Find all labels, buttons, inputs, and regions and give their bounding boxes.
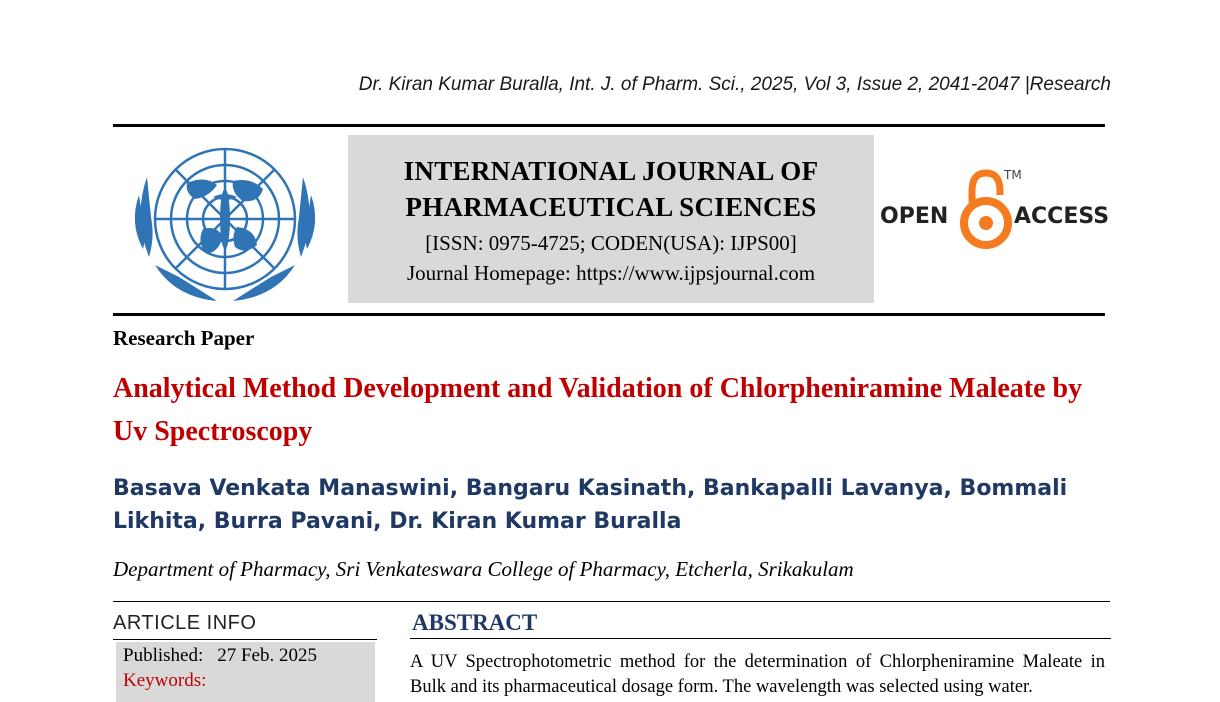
oa-tm-text: TM — [1004, 168, 1022, 182]
journal-homepage: Journal Homepage: https://www.ijpsjournal.com — [406, 261, 816, 285]
abstract-text: A UV Spectrophotometric method for the determination of Chlorpheniramine Maleate in Bulk and its pharmaceutical dosage form. The wavelength was selected using water. — [410, 652, 1105, 697]
header-top-rule — [113, 124, 1105, 127]
header-bottom-rule — [113, 313, 1105, 316]
open-access-icon — [880, 165, 1110, 255]
author-list: Basava Venkata Manaswini, Bangaru Kasinath, Bankapalli Lavanya, Bommali Likhita, Burra Pavani, Dr. Kiran Kumar Buralla — [113, 476, 1068, 534]
section-divider — [113, 601, 1110, 602]
journal-name-line2: PHARMACEUTICAL SCIENCES — [405, 192, 817, 222]
published-label: Published: — [123, 645, 204, 666]
open-access-logo — [880, 165, 1110, 255]
oa-access-text: ACCESS — [1014, 204, 1110, 229]
article-type-label: Research Paper — [113, 326, 255, 350]
article-title: Analytical Method Development and Validation of Chlorpheniramine Maleate by Uv Spectroscopy — [113, 373, 1083, 447]
abstract-heading: ABSTRACT — [412, 610, 538, 635]
author-affiliation: Department of Pharmacy, Sri Venkateswara College of Pharmacy, Etcherla, Srikakulam — [113, 557, 854, 581]
running-header-citation: Dr. Kiran Kumar Buralla, Int. J. of Pharm. Sci., 2025, Vol 3, Issue 2, 2041-2047 |Research — [358, 74, 1111, 95]
article-info-rule — [113, 639, 377, 640]
oa-open-text: OPEN — [880, 204, 949, 229]
journal-name-line1: INTERNATIONAL JOURNAL OF — [403, 156, 819, 186]
journal-banner — [348, 135, 874, 303]
emblem-icon — [125, 137, 325, 305]
keywords-label: Keywords: — [123, 670, 207, 691]
published-row — [123, 645, 317, 667]
article-info-heading: ARTICLE INFO — [113, 612, 257, 634]
abstract-rule — [410, 638, 1111, 639]
published-date: 27 Feb. 2025 — [217, 645, 317, 666]
journal-emblem-logo — [125, 137, 325, 305]
journal-issn: [ISSN: 0975-4725; CODEN(USA): IJPS00] — [425, 231, 797, 255]
